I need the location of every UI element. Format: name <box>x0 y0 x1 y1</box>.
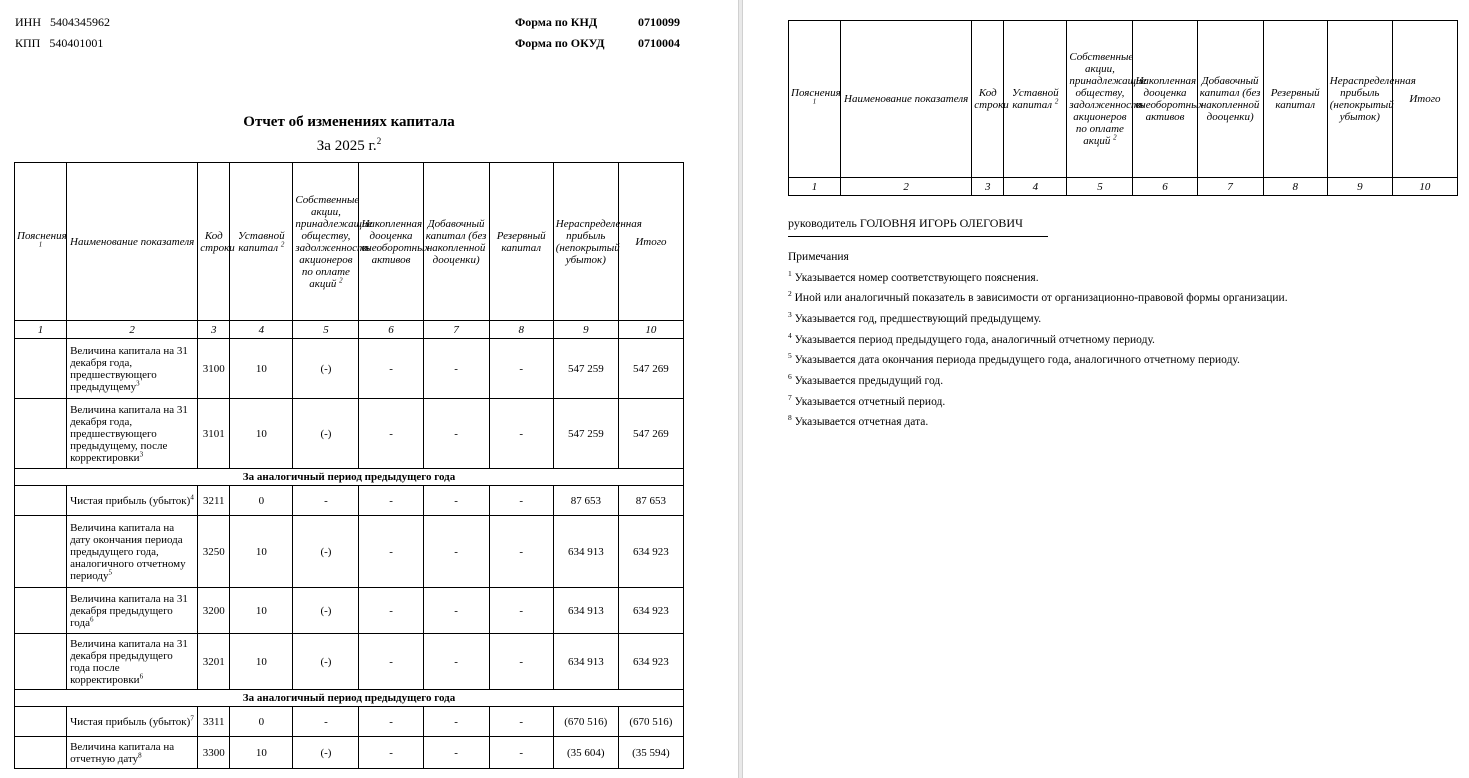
value-cell-c8: - <box>489 339 553 399</box>
column-header-label: Собственные акции, принадлежащие обществу, задолженность акционеров по оплате акций <box>1069 51 1147 147</box>
column-number-3: 3 <box>972 178 1004 196</box>
column-header-9 <box>1327 21 1416 178</box>
note-text: Указывается номер соответствующего пояснения. <box>794 271 1039 284</box>
value-cell-c6: - <box>359 707 423 737</box>
note-item <box>788 348 1288 369</box>
explanation-cell <box>15 634 67 690</box>
note-text: Указывается отчетная дата. <box>794 416 929 428</box>
note-number: 1 <box>788 268 792 278</box>
explanation-cell <box>15 588 67 634</box>
column-header-note: 2 <box>280 239 285 248</box>
okud-label: Форма по ОКУД <box>515 36 605 50</box>
note-item <box>788 390 1288 411</box>
column-header-label: Код строки <box>200 229 235 254</box>
column-header-label: Накопленная дооценка внеоборотных активов <box>1135 75 1204 123</box>
column-header-label: Итого <box>635 235 667 248</box>
column-number-4: 4 <box>230 321 293 339</box>
value-cell-c7: - <box>423 707 489 737</box>
indicator-note: 7 <box>190 713 194 722</box>
column-header-6 <box>1133 21 1204 178</box>
column-header-label: Нераспределенная прибыль (непокрытый убыток) <box>1329 75 1416 123</box>
note-number: 6 <box>788 371 792 381</box>
explanation-cell <box>15 399 67 469</box>
note-number: 4 <box>788 330 792 340</box>
column-header-9 <box>553 163 642 321</box>
section-title: За аналогичный период предыдущего года <box>15 469 684 486</box>
okud-value: 0710004 <box>638 36 680 50</box>
value-cell-c10: (35 594) <box>618 737 683 769</box>
note-text: Указывается предыдущий год. <box>794 374 944 387</box>
line-code: 3250 <box>198 516 230 588</box>
column-header-7 <box>423 163 489 321</box>
value-cell-c7: - <box>423 486 489 516</box>
column-header-note: 1 <box>38 239 43 248</box>
column-header-label: Добавочный капитал (без накопленной дооценки) <box>425 217 487 266</box>
column-number-9: 9 <box>1327 178 1392 196</box>
column-header-7 <box>1197 21 1263 178</box>
indicator-note: 5 <box>108 567 112 576</box>
value-cell-c9: (670 516) <box>553 707 618 737</box>
note-text: Иной или аналогичный показатель в зависимости от организационно-правовой формы организации. <box>794 292 1288 305</box>
explanation-cell <box>15 516 67 588</box>
column-header-label: Наименование показателя <box>844 93 969 105</box>
column-number-10: 10 <box>1392 178 1457 196</box>
report-title: Отчет об изменениях капитала <box>243 114 455 130</box>
column-header-label: Резервный капитал <box>496 229 546 254</box>
inn-value: 5404345962 <box>50 15 110 29</box>
column-number-1: 1 <box>789 178 841 196</box>
report-period <box>15 136 683 155</box>
value-cell-c8: - <box>489 486 553 516</box>
column-number-2: 2 <box>67 321 198 339</box>
value-cell-c5: (-) <box>293 634 359 690</box>
indicator-name-text: Величина капитала на дату окончания периода предыдущего года, аналогичного отчетному периоду <box>70 521 186 582</box>
column-number-5: 5 <box>293 321 359 339</box>
column-number-5: 5 <box>1067 178 1133 196</box>
indicator-note: 6 <box>139 671 144 680</box>
notes-title: Примечания <box>788 251 849 263</box>
note-text: Указывается отчетный период. <box>794 395 946 408</box>
column-number-7: 7 <box>1197 178 1263 196</box>
value-cell-c9: 634 913 <box>553 588 618 634</box>
value-cell-c6: - <box>359 588 423 634</box>
value-cell-c5: - <box>293 707 359 737</box>
column-header-row <box>789 21 1458 178</box>
value-cell-c10: 634 923 <box>618 588 683 634</box>
indicator-name <box>67 399 198 469</box>
column-header-4 <box>230 163 293 321</box>
value-cell-c10: 634 923 <box>618 516 683 588</box>
indicator-note: 3 <box>136 378 140 387</box>
value-cell-c6: - <box>359 339 423 399</box>
indicator-name <box>67 737 198 769</box>
knd-label: Форма по КНД <box>515 15 598 29</box>
column-header-8 <box>1263 21 1327 178</box>
inn-line <box>15 15 110 30</box>
column-number-7: 7 <box>423 321 489 339</box>
indicator-note: 8 <box>138 750 142 759</box>
value-cell-c4: 0 <box>230 707 293 737</box>
value-cell-c9: 634 913 <box>553 516 618 588</box>
value-cell-c8: - <box>489 707 553 737</box>
indicator-name-text: Чистая прибыль (убыток) <box>70 715 191 728</box>
note-item <box>788 307 1288 328</box>
indicator-name <box>67 339 198 399</box>
column-number-row <box>15 321 684 339</box>
column-header-1 <box>15 163 67 321</box>
column-header-note: 2 <box>339 275 343 284</box>
indicator-name <box>67 707 198 737</box>
table-row <box>15 516 684 588</box>
indicator-name <box>67 516 198 588</box>
indicator-name-text: Величина капитала на 31 декабря года, предшествующего предыдущему, после корректировки <box>70 403 188 464</box>
table-row <box>15 588 684 634</box>
column-header-note: 1 <box>812 97 817 106</box>
column-header-10 <box>1392 21 1457 178</box>
note-number: 3 <box>788 310 792 320</box>
value-cell-c5: (-) <box>293 339 359 399</box>
column-header-label: Наименование показателя <box>70 235 195 248</box>
note-number: 7 <box>788 392 792 402</box>
indicator-name-text: Величина капитала на 31 декабря предыдущего года после корректировки <box>70 637 188 686</box>
value-cell-c6: - <box>359 486 423 516</box>
table-row <box>15 707 684 737</box>
column-header-label: Уставной капитал <box>1012 87 1059 111</box>
column-header-6 <box>359 163 430 321</box>
table-row <box>15 486 684 516</box>
line-code: 3211 <box>198 486 230 516</box>
value-cell-c10: 87 653 <box>618 486 683 516</box>
column-header-note: 2 <box>1054 97 1059 106</box>
column-number-10: 10 <box>618 321 683 339</box>
column-header-label: Добавочный капитал (без накопленной дооценки) <box>1199 75 1261 123</box>
column-header-3 <box>198 163 235 321</box>
value-cell-c9: 87 653 <box>553 486 618 516</box>
column-number-6: 6 <box>1133 178 1197 196</box>
section-row <box>15 469 684 486</box>
column-header-label: Резервный капитал <box>1270 87 1320 111</box>
value-cell-c9: (35 604) <box>553 737 618 769</box>
column-number-1: 1 <box>15 321 67 339</box>
column-header-2 <box>67 163 198 321</box>
line-code: 3100 <box>198 339 230 399</box>
value-cell-c8: - <box>489 516 553 588</box>
value-cell-c5: (-) <box>293 737 359 769</box>
column-header-label: Накопленная дооценка внеоборотных активов <box>361 217 430 266</box>
value-cell-c5: - <box>293 486 359 516</box>
indicator-note: 6 <box>89 614 94 623</box>
column-header-2 <box>841 21 972 178</box>
column-number-4: 4 <box>1004 178 1067 196</box>
column-header-label: Нераспределенная прибыль (непокрытый убыток) <box>555 217 642 266</box>
value-cell-c6: - <box>359 516 423 588</box>
column-number-3: 3 <box>198 321 230 339</box>
column-header-1 <box>789 21 841 178</box>
value-cell-c9: 547 259 <box>553 399 618 469</box>
column-number-8: 8 <box>1263 178 1327 196</box>
column-header-label: Собственные акции, принадлежащие обществу, задолженность акционеров по оплате акций <box>295 193 373 290</box>
column-number-9: 9 <box>553 321 618 339</box>
column-number-row <box>789 178 1458 196</box>
report-period-note: 2 <box>376 136 382 146</box>
table-row <box>15 634 684 690</box>
note-number: 8 <box>788 413 792 423</box>
value-cell-c7: - <box>423 399 489 469</box>
value-cell-c5: (-) <box>293 588 359 634</box>
note-item <box>788 369 1288 390</box>
value-cell-c7: - <box>423 634 489 690</box>
column-header-note: 2 <box>1113 133 1117 142</box>
value-cell-c8: - <box>489 399 553 469</box>
section-title: За аналогичный период предыдущего года <box>15 690 684 707</box>
explanation-cell <box>15 737 67 769</box>
column-number-8: 8 <box>489 321 553 339</box>
value-cell-c4: 10 <box>230 737 293 769</box>
line-code: 3200 <box>198 588 230 634</box>
column-header-label: Пояснения <box>791 87 841 99</box>
value-cell-c6: - <box>359 399 423 469</box>
explanation-cell <box>15 707 67 737</box>
note-number: 5 <box>788 351 792 361</box>
kpp-label: КПП <box>15 36 41 50</box>
note-text: Указывается период предыдущего года, аналогичный отчетному периоду. <box>794 333 1155 346</box>
signature-line: руководитель ГОЛОВНЯ ИГОРЬ ОЛЕГОВИЧ <box>788 216 1048 237</box>
value-cell-c5: (-) <box>293 399 359 469</box>
column-header-3 <box>972 21 1009 178</box>
indicator-name <box>67 588 198 634</box>
value-cell-c7: - <box>423 588 489 634</box>
indicator-name-text: Величина капитала на отчетную дату <box>70 740 175 765</box>
value-cell-c4: 10 <box>230 399 293 469</box>
column-header-5 <box>293 163 373 321</box>
explanation-cell <box>15 339 67 399</box>
indicator-note: 4 <box>190 492 194 501</box>
table-row <box>15 339 684 399</box>
column-number-2: 2 <box>841 178 972 196</box>
indicator-name-text: Чистая прибыль (убыток) <box>70 494 191 507</box>
note-item <box>788 266 1288 287</box>
capital-changes-table <box>14 162 684 769</box>
value-cell-c10: 547 269 <box>618 339 683 399</box>
column-header-label: Уставной капитал <box>238 229 285 254</box>
indicator-name-text: Величина капитала на 31 декабря предыдущего года <box>70 592 188 629</box>
value-cell-c10: 547 269 <box>618 399 683 469</box>
column-header-8 <box>489 163 553 321</box>
kpp-value: 540401001 <box>49 36 104 50</box>
value-cell-c8: - <box>489 634 553 690</box>
value-cell-c8: - <box>489 588 553 634</box>
value-cell-c6: - <box>359 737 423 769</box>
explanation-cell <box>15 486 67 516</box>
notes-block <box>788 250 1288 431</box>
value-cell-c4: 10 <box>230 634 293 690</box>
inn-label: ИНН <box>15 15 41 29</box>
line-code: 3201 <box>198 634 230 690</box>
value-cell-c4: 10 <box>230 516 293 588</box>
note-number: 2 <box>788 289 792 299</box>
section-row <box>15 690 684 707</box>
value-cell-c9: 547 259 <box>553 339 618 399</box>
line-code: 3300 <box>198 737 230 769</box>
column-header-label: Код строки <box>974 87 1009 111</box>
note-text: Указывается дата окончания периода предыдущего года, аналогичного отчетному периоду. <box>794 354 1240 367</box>
indicator-name <box>67 486 198 516</box>
column-header-4 <box>1004 21 1067 178</box>
column-header-label: Итого <box>1409 93 1441 105</box>
value-cell-c9: 634 913 <box>553 634 618 690</box>
column-header-row <box>15 163 684 321</box>
column-number-6: 6 <box>359 321 423 339</box>
document-page-right <box>743 0 1469 778</box>
value-cell-c10: (670 516) <box>618 707 683 737</box>
value-cell-c4: 0 <box>230 486 293 516</box>
note-text: Указывается год, предшествующий предыдущему. <box>794 312 1042 325</box>
indicator-name-text: Величина капитала на 31 декабря года, предшествующего предыдущему <box>70 344 188 393</box>
report-period-text: За 2025 г. <box>316 138 377 154</box>
notes-list <box>788 266 1288 431</box>
column-header-10 <box>618 163 683 321</box>
indicator-note: 3 <box>139 449 144 458</box>
table-row <box>15 737 684 769</box>
value-cell-c4: 10 <box>230 339 293 399</box>
value-cell-c6: - <box>359 634 423 690</box>
value-cell-c7: - <box>423 516 489 588</box>
knd-value: 0710099 <box>638 15 680 29</box>
note-item <box>788 410 1288 431</box>
note-item <box>788 328 1288 349</box>
value-cell-c4: 10 <box>230 588 293 634</box>
line-code: 3101 <box>198 399 230 469</box>
value-cell-c8: - <box>489 737 553 769</box>
value-cell-c10: 634 923 <box>618 634 683 690</box>
kpp-line <box>15 36 103 51</box>
indicator-name <box>67 634 198 690</box>
note-item <box>788 286 1288 307</box>
line-code: 3311 <box>198 707 230 737</box>
column-header-label: Пояснения <box>17 229 67 242</box>
table-row <box>15 399 684 469</box>
value-cell-c5: (-) <box>293 516 359 588</box>
value-cell-c7: - <box>423 339 489 399</box>
column-header-5 <box>1067 21 1147 178</box>
value-cell-c7: - <box>423 737 489 769</box>
capital-changes-table-continued <box>788 20 1458 196</box>
